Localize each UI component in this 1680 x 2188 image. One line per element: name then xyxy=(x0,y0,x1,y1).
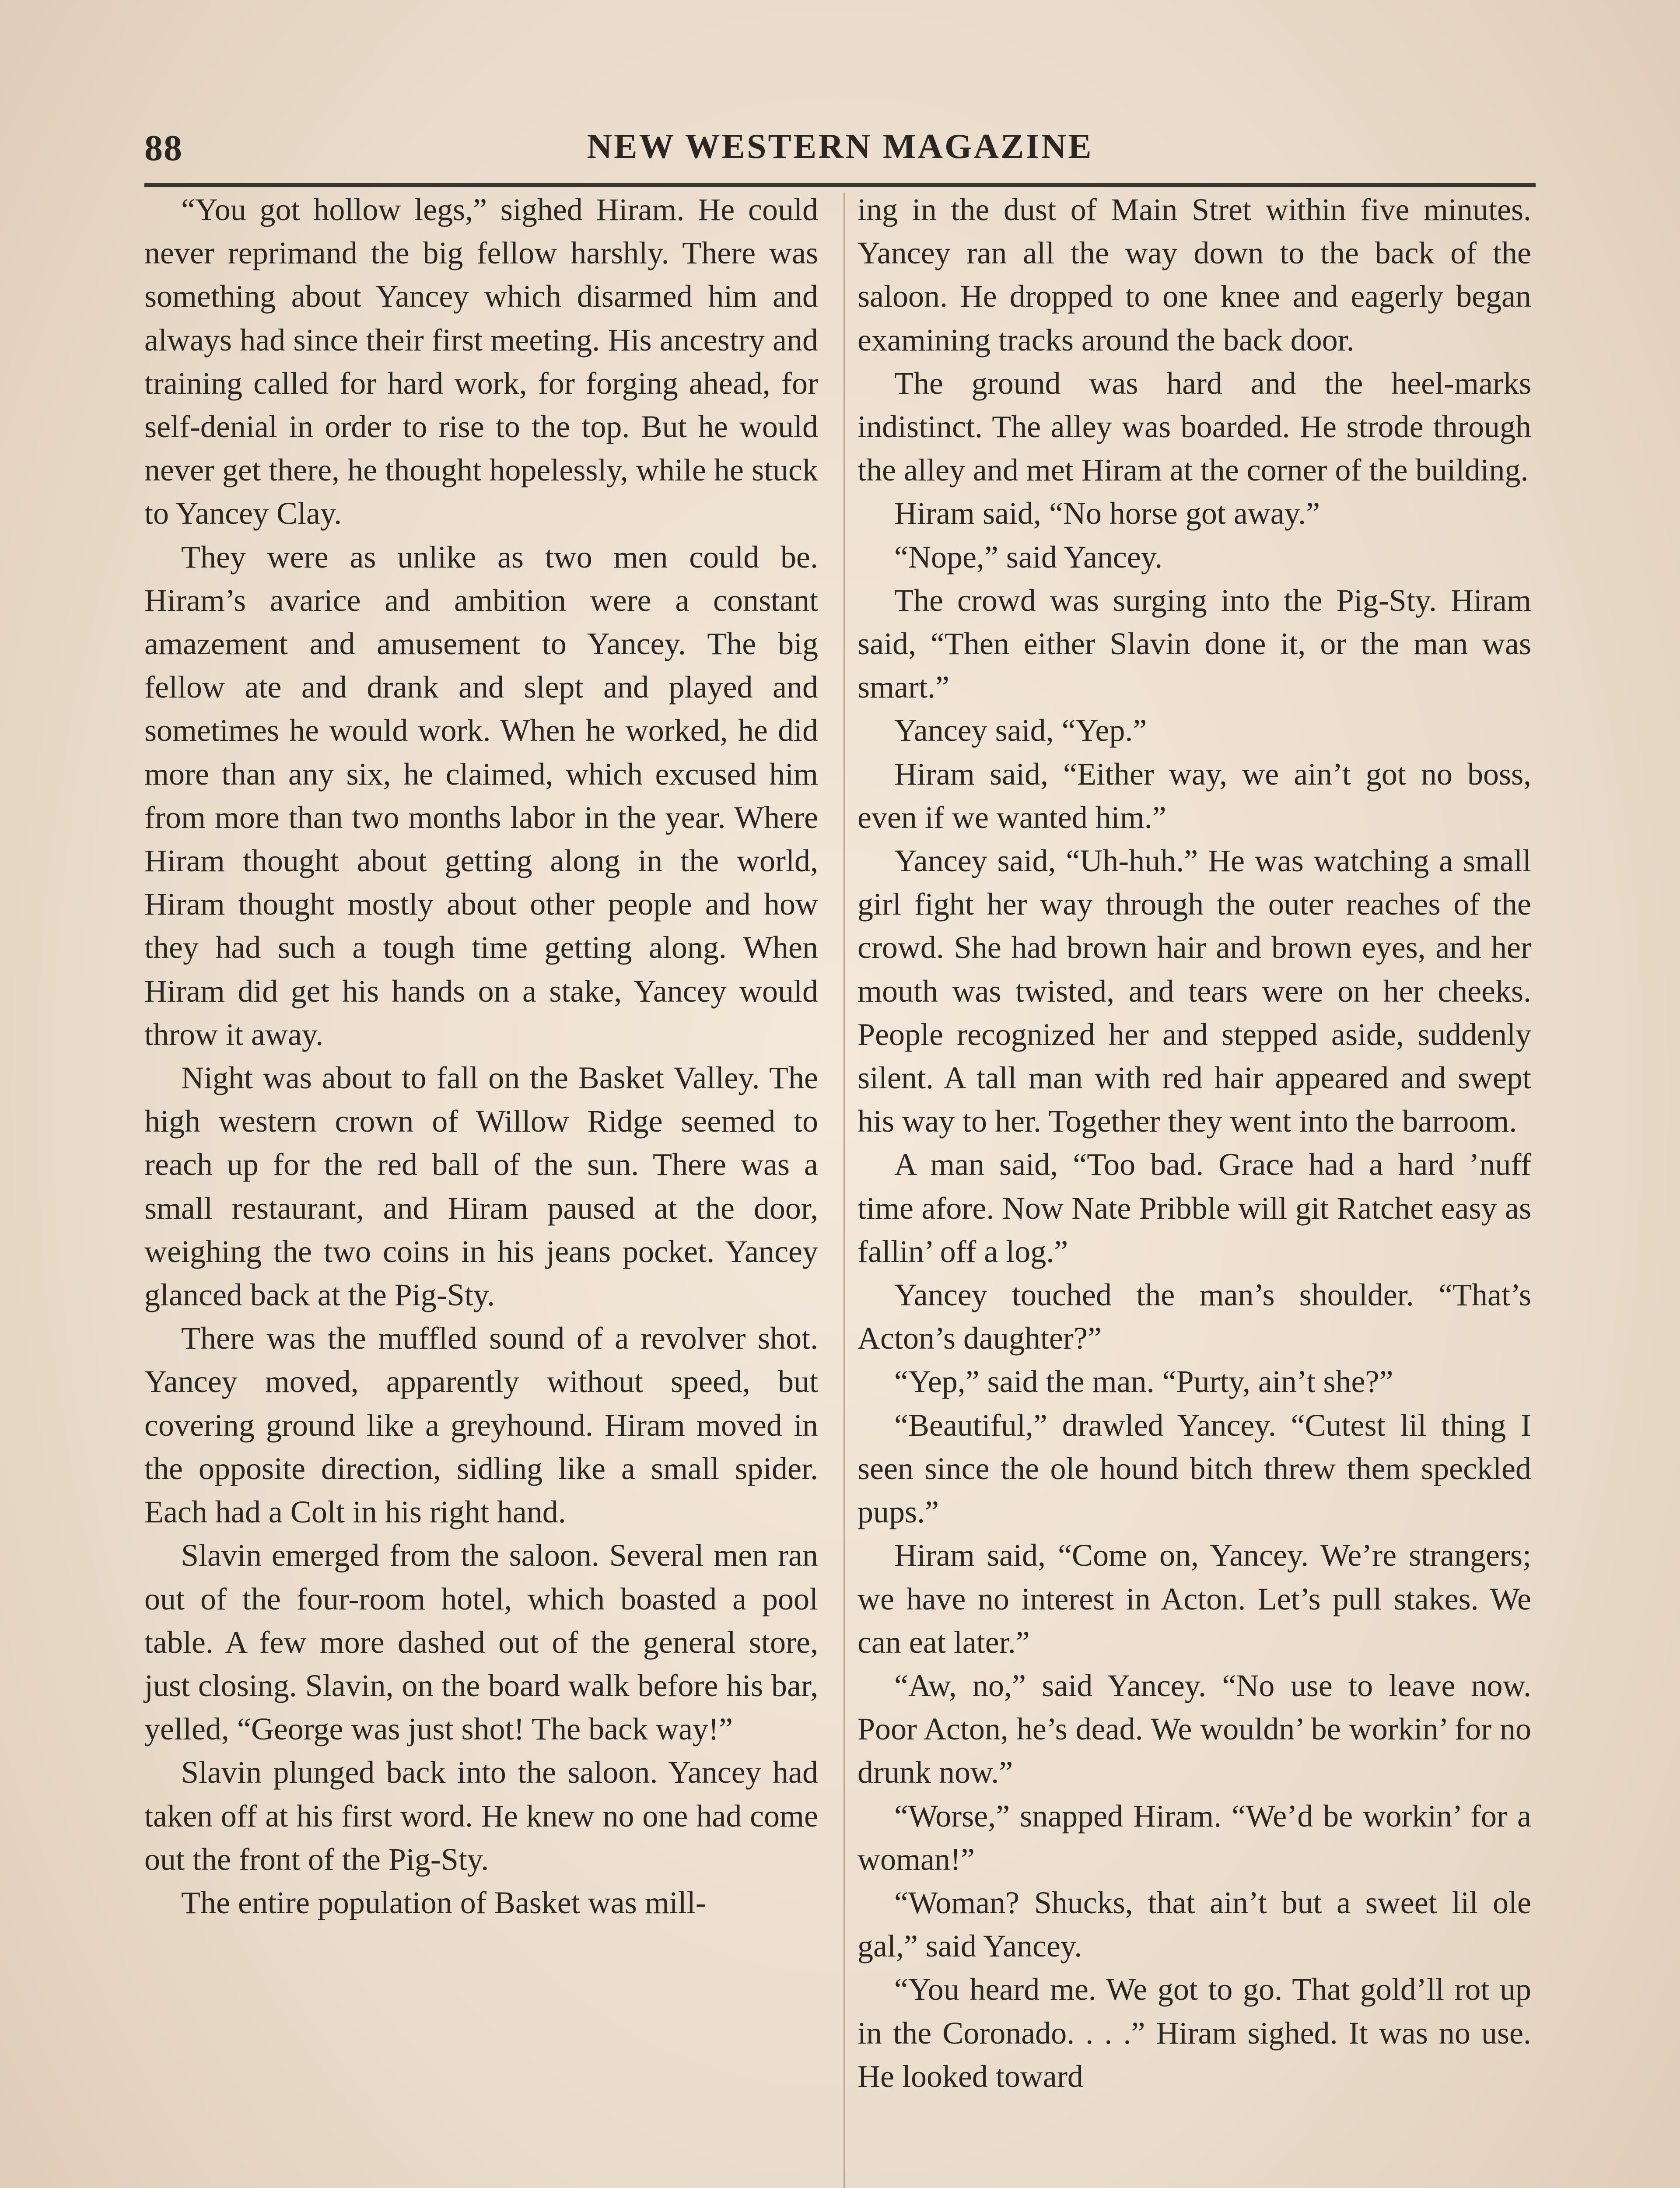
paragraph: There was the muffled sound of a revolver shot. Yancey moved, apparently without speed, but covering ground like a greyhound. Hiram moved in the opposite direction, sidling like a small spider. Each had a Colt in his right hand. xyxy=(144,1321,818,1530)
paragraph: “Worse,” snapped Hiram. “We’d be workin’ for a woman!” xyxy=(858,1798,1531,1877)
left-column xyxy=(144,188,818,1925)
paragraph: “You got hollow legs,” sighed Hiram. He could never reprimand the big fellow harshly. There was something about Yancey which disarmed him and always had since their first meeting. His ancestry and training called for hard work, for forging ahead, for self-denial in order to rise to the top. But he would never get there, he thought hopelessly, while he stuck to Yancey Clay. xyxy=(144,192,818,531)
paragraph: ing in the dust of Main Stret within five minutes. Yancey ran all the way down to the back of the saloon. He dropped to one knee and eagerly began examining tracks around the back door. xyxy=(858,192,1531,358)
paragraph: Hiram said, “Come on, Yancey. We’re strangers; we have no interest in Acton. Let’s pull stakes. We can eat later.” xyxy=(858,1538,1531,1660)
paragraph: “Aw, no,” said Yancey. “No use to leave now. Poor Acton, he’s dead. We wouldn’ be workin’ for no drunk now.” xyxy=(858,1668,1531,1790)
paragraph: The entire population of Basket was mill- xyxy=(181,1885,706,1920)
paragraph: Yancey said, “Uh-huh.” He was watching a small girl fight her way through the outer reaches of the crowd. She had brown hair and brown eyes, and her mouth was twisted, and tears were on her cheeks. People recognized her and stepped aside, suddenly silent. A tall man with red hair appeared and swept his way to her. Together they went into the barroom. xyxy=(858,843,1531,1139)
paragraph: “Nope,” said Yancey. xyxy=(894,539,1163,575)
header-rule xyxy=(144,183,1536,187)
paragraph: A man said, “Too bad. Grace had a hard ’nuff time afore. Now Nate Pribble will git Ratchet easy as fallin’ off a log.” xyxy=(858,1147,1531,1269)
paragraph: “Beautiful,” drawled Yancey. “Cutest lil thing I seen since the ole hound bitch threw them speckled pups.” xyxy=(858,1407,1531,1530)
paragraph: “Yep,” said the man. “Purty, ain’t she?” xyxy=(894,1364,1393,1399)
paragraph: Hiram said, “No horse got away.” xyxy=(894,496,1320,531)
paragraph: Hiram said, “Either way, we ain’t got no boss, even if we wanted him.” xyxy=(858,756,1531,835)
paragraph: Yancey touched the man’s shoulder. “That’s Acton’s daughter?” xyxy=(858,1277,1531,1356)
paragraph: Night was about to fall on the Basket Valley. The high western crown of Willow Ridge seemed to reach up for the red ball of the sun. There was a small restaurant, and Hiram paused at the door, weighing the two coins in his jeans pocket. Yancey glanced back at the Pig-Sty. xyxy=(144,1060,818,1313)
right-column xyxy=(858,188,1531,2098)
paragraph: Slavin plunged back into the saloon. Yancey had taken off at his first word. He knew no one had come out the front of the Pig-Sty. xyxy=(144,1755,818,1877)
page-number: 88 xyxy=(144,128,183,168)
paragraph: The ground was hard and the heel-marks indistinct. The alley was boarded. He strode through the alley and met Hiram at the corner of the building. xyxy=(858,365,1531,488)
magazine-title: NEW WESTERN MAGAZINE xyxy=(587,127,1093,166)
paragraph: Yancey said, “Yep.” xyxy=(894,713,1147,748)
paragraph: Slavin emerged from the saloon. Several men ran out of the four-room hotel, which boasted a pool table. A few more dashed out of the general store, just closing. Slavin, on the board walk before his bar, yelled, “George was just shot! The back way!” xyxy=(144,1538,818,1747)
paragraph: “You heard me. We got to go. That gold’ll rot up in the Coronado. . . .” Hiram sighed. It was no use. He looked toward xyxy=(858,1972,1531,2094)
paragraph: The crowd was surging into the Pig-Sty. Hiram said, “Then either Slavin done it, or the man was smart.” xyxy=(858,582,1531,705)
page-header xyxy=(144,127,1536,179)
column-divider xyxy=(844,193,845,2188)
paragraph: They were as unlike as two men could be. Hiram’s avarice and ambition were a constant amazement and amusement to Yancey. The big fellow ate and drank and slept and played and sometimes he would work. When he worked, he did more than any six, he claimed, which excused him from more than two months labor in the year. Where Hiram thought about getting along in the world, Hiram thought mostly about other people and how they had such a tough time getting along. When Hiram did get his hands on a stake, Yancey would throw it away. xyxy=(144,539,818,1052)
paragraph: “Woman? Shucks, that ain’t but a sweet lil ole gal,” said Yancey. xyxy=(858,1885,1531,1964)
